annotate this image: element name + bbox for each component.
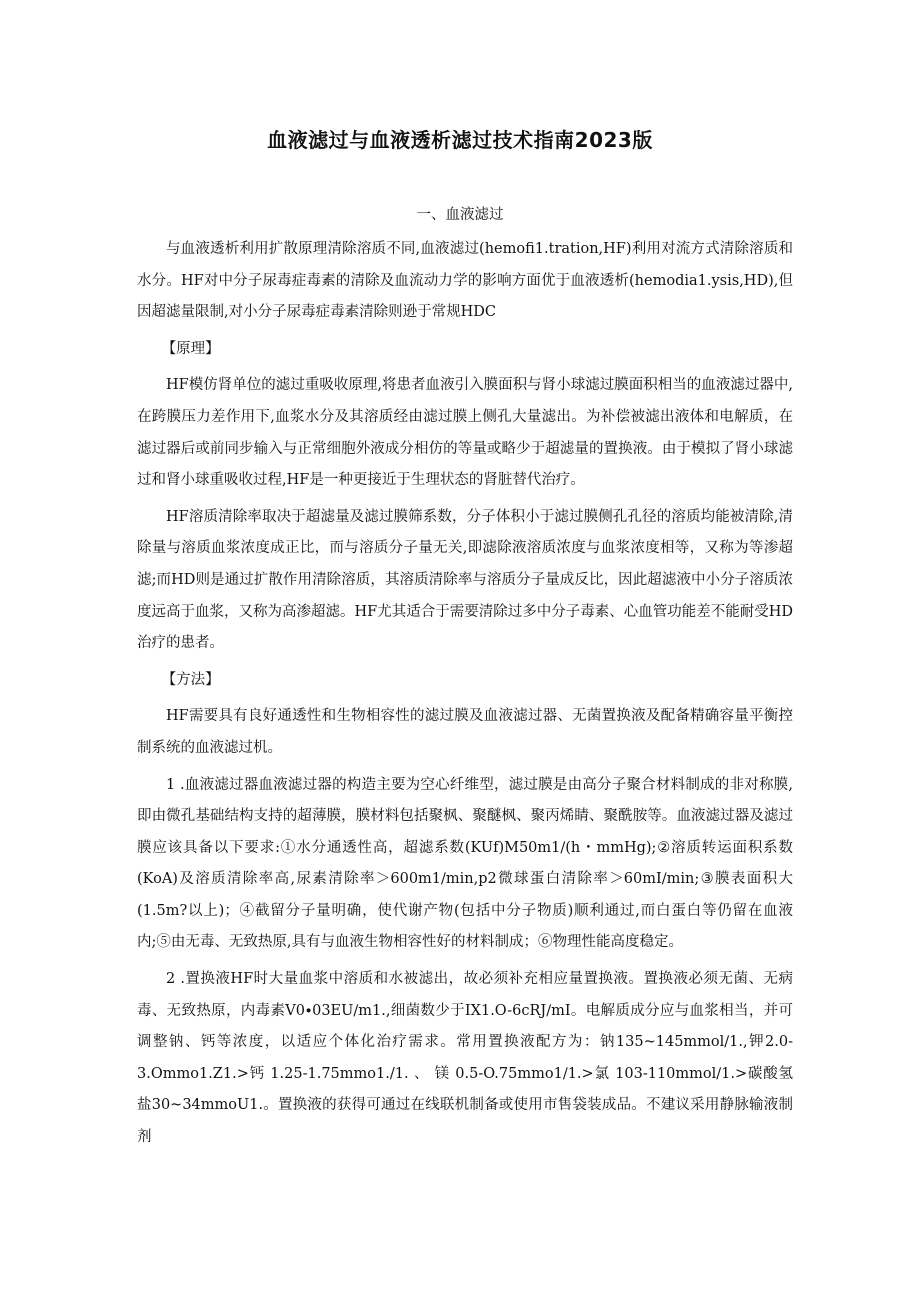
- paragraph-filter: 1 .血液滤过器血液滤过器的构造主要为空心纤维型，滤过膜是由高分子聚合材料制成的非对称膜,即由微孔基础结构支持的超薄膜，膜材料包括聚枫、聚醚枫、聚丙烯睛、聚酰胺等。血液滤过器及滤过膜应该具备以下要求:①水分通透性高，超滤系数(KUf)M50m1∕(h・mmHg);②溶质转运面积系数(KoA)及溶质清除率高,尿素清除率＞600m1∕min,p2微球蛋白清除率＞60mI∕min;③膜表面积大(1.5m?以上)；④截留分子量明确，使代谢产物(包括中分子物质)顺利通过,而白蛋白等仍留在血液内;⑤由无毒、无致热原,具有与血液生物相容性好的材料制成；⑥物理性能高度稳定。: [137, 776, 793, 951]
- paragraph-principle: HF模仿肾单位的滤过重吸收原理,将患者血液引入膜面积与肾小球滤过膜面积相当的血液滤过器中,在跨膜压力差作用下,血浆水分及其溶质经由滤过膜上侧孔大量滤出。为补偿被滤出液体和电解质，在滤过器后或前同步输入与正常细胞外液成分相仿的等量或略少于超滤量的置换液。由于模拟了肾小球滤过和肾小球重吸收过程,HF是一种更接近于生理状态的肾脏替代治疗。: [137, 377, 793, 489]
- paragraph-clearance: HF溶质清除率取决于超滤量及滤过膜筛系数，分子体积小于滤过膜侧孔孔径的溶质均能被清除,清除量与溶质血浆浓度成正比，而与溶质分子量无关,即滤除液溶质浓度与血浆浓度相等，又称为等渗超滤;而HD则是通过扩散作用清除溶质，其溶质清除率与溶质分子量成反比，因此超滤液中小分子溶质浓度远高于血浆，又称为高渗超滤。HF尤其适合于需要清除过多中分子毒素、心血管功能差不能耐受HD治疗的患者。: [137, 508, 793, 652]
- paragraph-intro: 与血液透析利用扩散原理清除溶质不同,血液滤过(hemofi1.tration,HF)利用对流方式清除溶质和水分。HF对中分子尿毒症毒素的清除及血流动力学的影响方面优于血液透析(hemodia1.ysis,HD),但因超滤量限制,对小分子尿毒症毒素清除则逊于常规HDC: [137, 241, 793, 321]
- label-principle: 【原理】: [161, 340, 220, 357]
- document-body: [137, 234, 793, 1159]
- paragraph-replacement-fluid: 2 .置换液HF时大量血浆中溶质和水被滤出，故必须补充相应量置换液。置换液必须无菌、无病毒、无致热原，内毒素V0∙03EU∕m1.,细菌数少于IX1.O-6cRJ∕mI。电解质成分应与血浆相当，并可调整钠、钙等浓度，以适应个体化治疗需求。常用置换液配方为：钠135~145mmol∕1.,钾2.0-3.Ommo1.Z1.>钙 1.25-1.75mmo1./1. 、 镁 0.5-O.75mmo1∕1.>氯 103-110mmol∕1.>碳酸氢盐30~34mmoU1.。置换液的获得可通过在线联机制备或使用市售袋装成品。不建议采用静脉输液制剂: [137, 971, 793, 1146]
- label-method: 【方法】: [161, 671, 220, 688]
- paragraph-method: HF需要具有良好通透性和生物相容性的滤过膜及血液滤过器、无菌置换液及配备精确容量平衡控制系统的血液滤过机。: [137, 708, 793, 756]
- section-heading: 一、血液滤过: [416, 207, 504, 223]
- document-title: 血液滤过与血液透析滤过技术指南2023版: [267, 128, 653, 152]
